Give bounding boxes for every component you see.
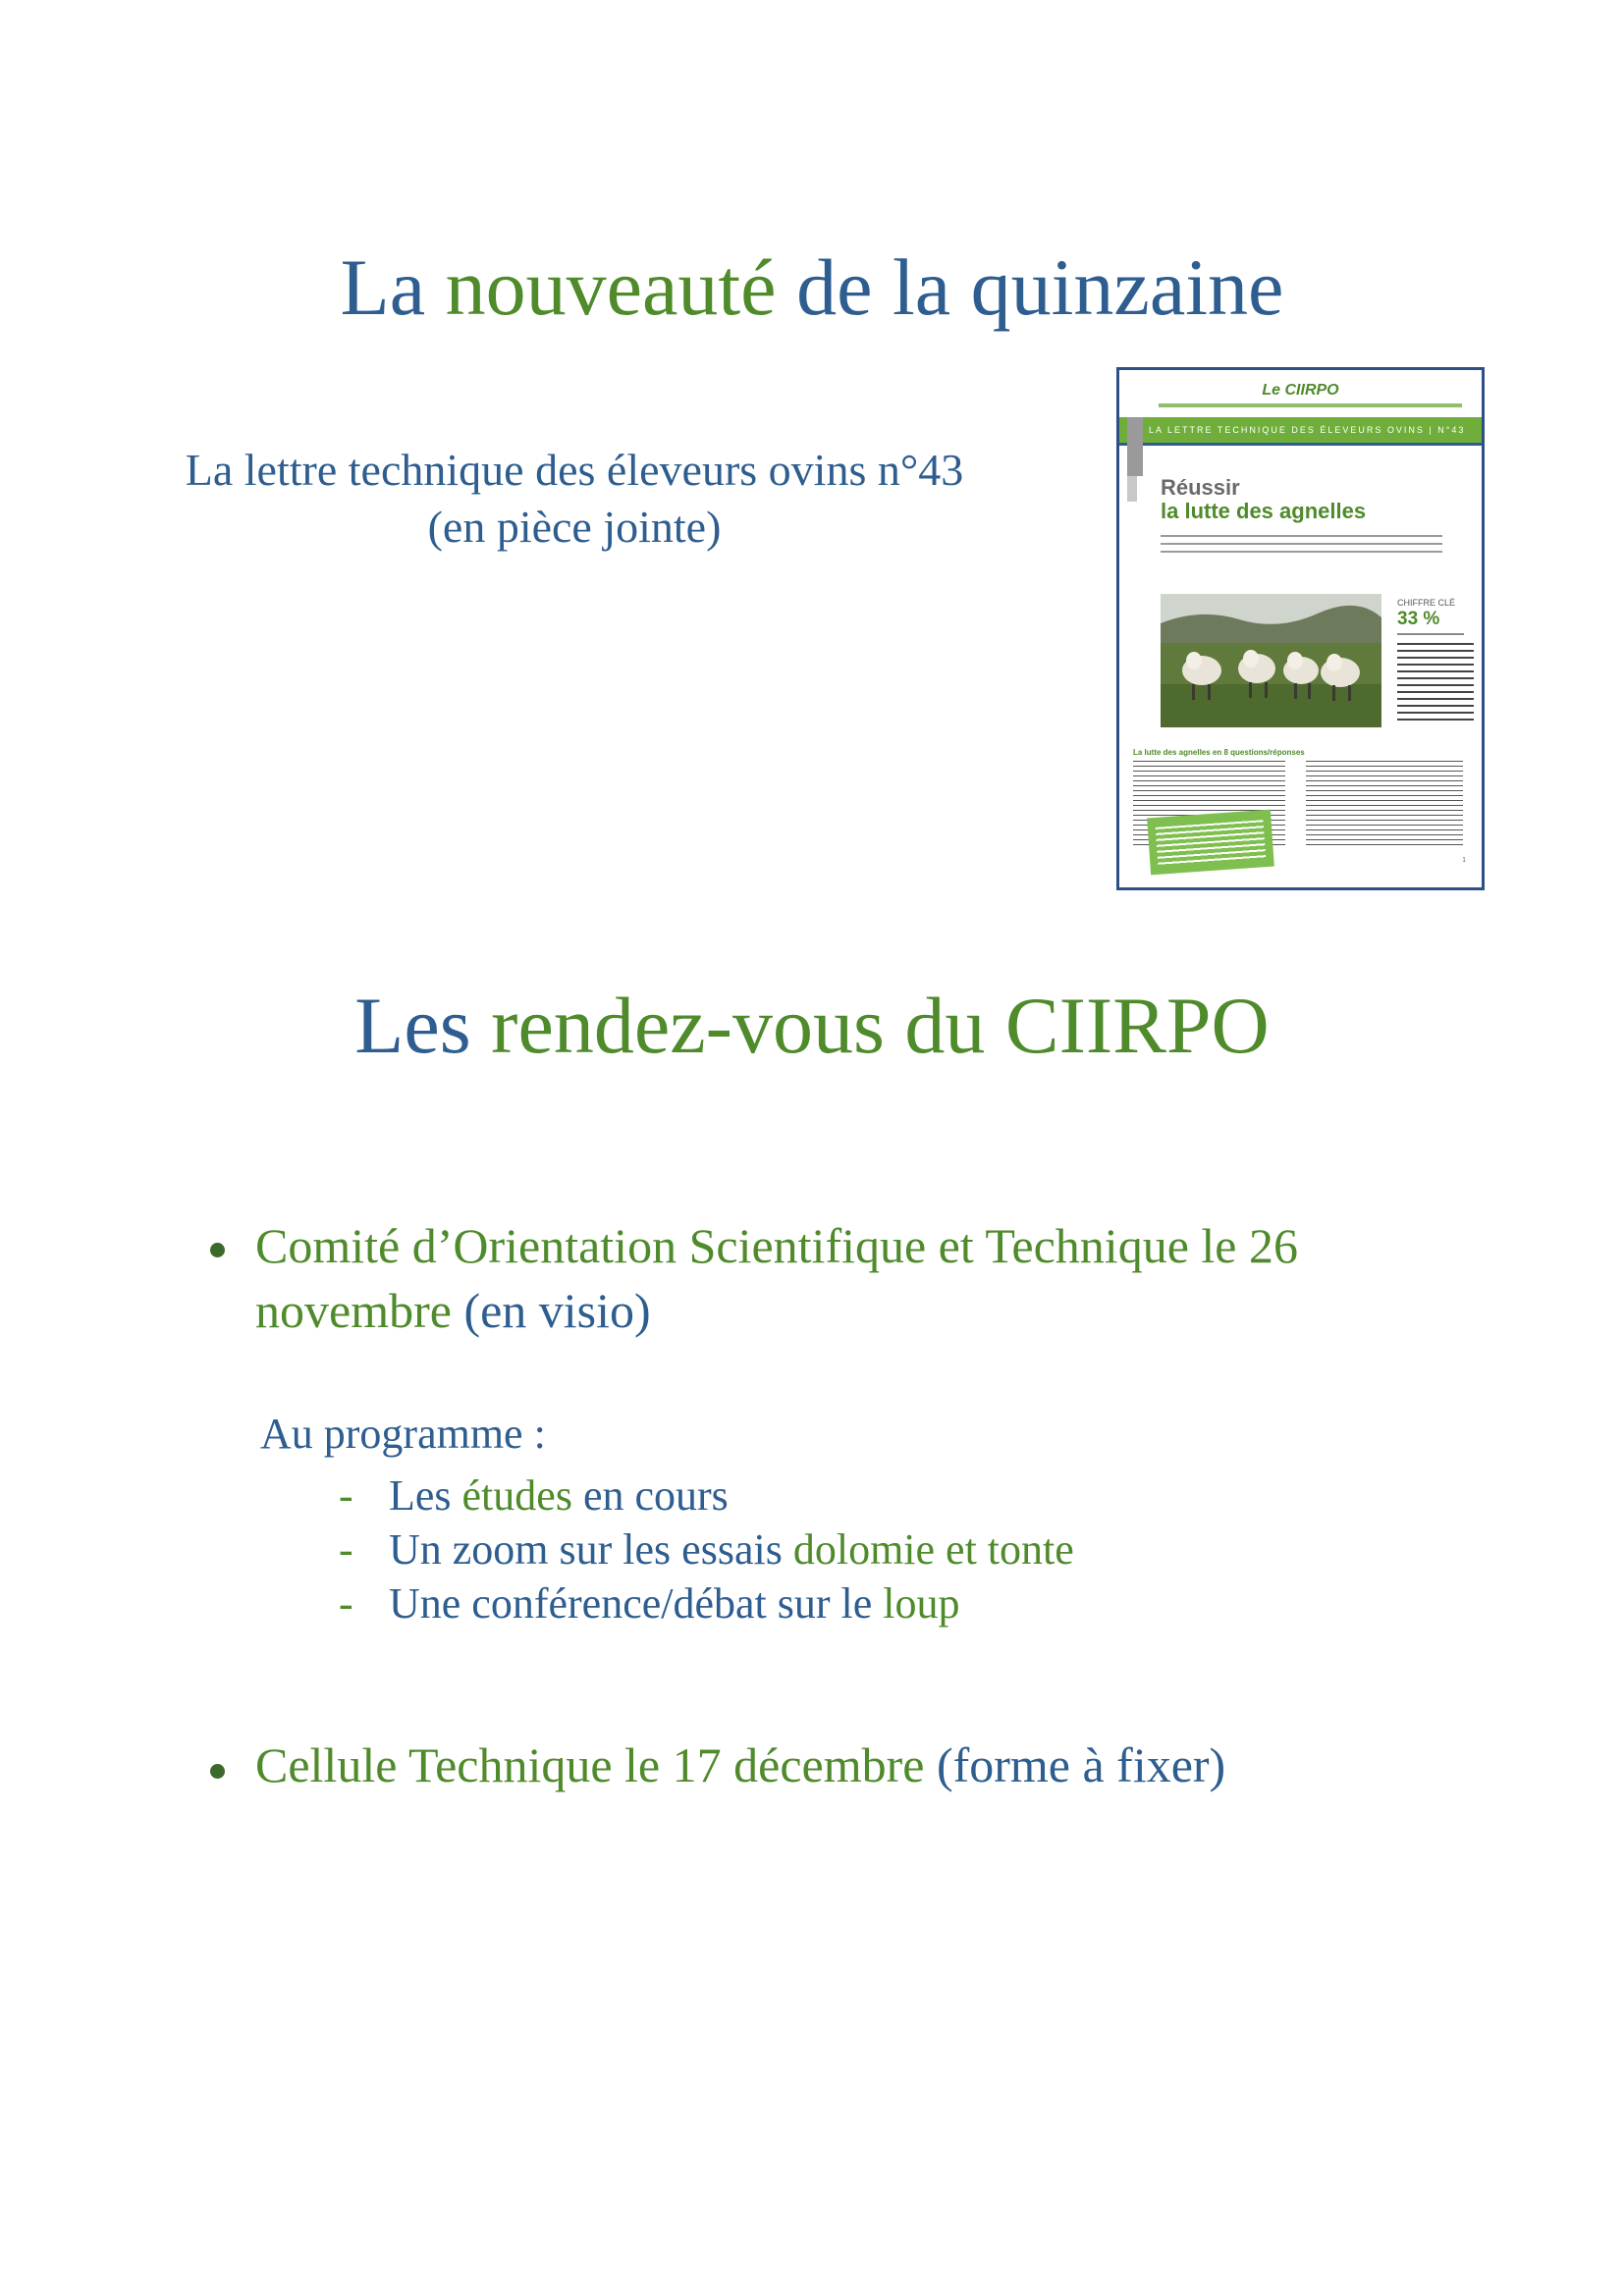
title-part: de la quinzaine xyxy=(776,242,1284,332)
lettre-description xyxy=(108,442,1041,499)
event-text: (en visio) xyxy=(451,1283,651,1338)
cover-decor xyxy=(1127,417,1143,476)
bullet-icon xyxy=(210,1764,225,1779)
event-text: (forme à fixer) xyxy=(924,1737,1226,1792)
section-title-rendez-vous xyxy=(0,982,1624,1070)
sheep-photo-graphic xyxy=(1161,594,1381,727)
programme-heading: Au programme : xyxy=(260,1410,546,1458)
newsletter-cover-image xyxy=(1116,367,1485,890)
programme-text: loup xyxy=(883,1579,960,1628)
cover-page-number: 1 xyxy=(1462,857,1466,864)
programme-text: Un zoom sur les essais xyxy=(389,1525,793,1574)
event-text: novembre xyxy=(255,1283,452,1338)
cover-stat-label: CHIFFRE CLÉ xyxy=(1397,598,1456,608)
cover-tip-text xyxy=(1156,820,1267,867)
programme-item xyxy=(389,1471,729,1520)
programme-text: études xyxy=(461,1471,572,1520)
dash-icon: - xyxy=(339,1471,353,1520)
programme-item xyxy=(389,1579,960,1628)
sheep-photo xyxy=(1161,594,1381,727)
event-item-cellule xyxy=(255,1733,1571,1797)
section-title-nouveaute xyxy=(0,243,1624,332)
lettre-attachment-note: (en pièce jointe) xyxy=(427,502,722,552)
dash-icon: - xyxy=(339,1579,353,1628)
dash-icon: - xyxy=(339,1525,353,1574)
cover-divider xyxy=(1159,403,1462,407)
lettre-text: éleveurs ovins n°43 xyxy=(606,445,964,495)
title-part: nouveauté xyxy=(445,242,777,332)
programme-text: Une conférence/débat sur le xyxy=(389,1579,884,1628)
event-text: Cellule xyxy=(255,1737,409,1792)
cover-band: LA LETTRE TECHNIQUE DES ÉLEVEURS OVINS | N°43 xyxy=(1119,417,1482,443)
cover-headline: la lutte des agnelles xyxy=(1161,499,1367,523)
event-text: Technique le 26 xyxy=(985,1218,1298,1273)
title-part: rendez-vous du CIIRPO xyxy=(491,981,1270,1070)
cover-column-text xyxy=(1306,761,1463,849)
programme-text: Les xyxy=(389,1471,462,1520)
cover-stat-rule xyxy=(1397,633,1464,635)
bullet-icon xyxy=(210,1243,225,1257)
programme-item xyxy=(389,1525,1074,1574)
event-text: Technique le xyxy=(408,1737,673,1792)
event-item-cost xyxy=(255,1213,1571,1343)
event-text: Scientifique et xyxy=(688,1218,986,1273)
event-text: 17 décembre xyxy=(672,1737,925,1792)
cover-logo: Le CIIRPO xyxy=(1262,382,1339,399)
programme-text: dolomie et tonte xyxy=(792,1525,1074,1574)
lettre-text: La lettre technique des xyxy=(185,445,607,495)
title-part: La xyxy=(340,242,446,332)
cover-intro-text xyxy=(1161,535,1442,557)
cover-headline: Réussir xyxy=(1161,475,1240,500)
cover-stat-text xyxy=(1397,643,1474,725)
cover-decor xyxy=(1127,476,1137,502)
cover-section-title: La lutte des agnelles en 8 questions/réponses xyxy=(1133,748,1305,757)
programme-text: en cours xyxy=(571,1471,729,1520)
title-part: Les xyxy=(354,981,492,1070)
cover-stat-value: 33 % xyxy=(1397,609,1440,629)
event-text: Comité d’Orientation xyxy=(255,1218,689,1273)
cover-band-rule xyxy=(1119,443,1482,446)
